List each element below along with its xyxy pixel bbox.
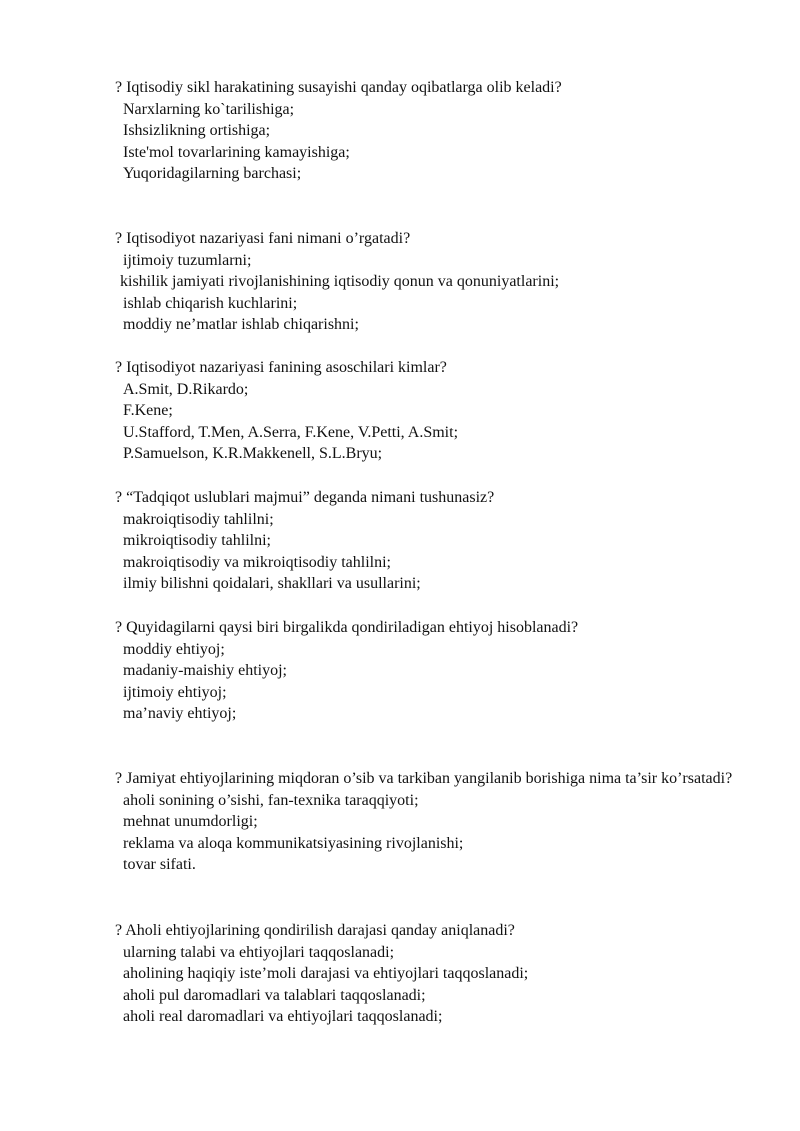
- answer-option: mikroiqtisodiy tahlilni;: [123, 532, 271, 550]
- question-text: ? “Tadqiqot uslublari majmui” deganda nimani tushunasiz?: [115, 489, 495, 506]
- answer-option: ijtimoiy tuzumlarni;: [123, 251, 252, 269]
- question-text: ? Iqtisodiyot nazariyasi fanining asoschilari kimlar?: [115, 359, 447, 376]
- answer-option: P.Samuelson, K.R.Makkenell, S.L.Bryu;: [123, 445, 383, 463]
- question-text: ? Aholi ehtiyojlarining qondirilish darajasi qanday aniqlanadi?: [115, 922, 515, 939]
- answer-option: tovar sifati.: [123, 856, 196, 874]
- question-text: ? Iqtisodiy sikl harakatining susayishi qanday oqibatlarga olib keladi?: [115, 79, 562, 96]
- answer-option: makroiqtisodiy va mikroiqtisodiy tahlilni;: [123, 553, 391, 571]
- answer-option: moddiy ehtiyoj;: [123, 640, 225, 658]
- answer-option: ilmiy bilishni qoidalari, shakllari va usullarini;: [123, 575, 421, 593]
- question-block: [115, 617, 760, 725]
- question-text: ? Iqtisodiyot nazariyasi fani nimani o’rgatadi?: [115, 230, 411, 247]
- answer-option: A.Smit, D.Rikardo;: [123, 380, 249, 398]
- answer-option: Iste'mol tovarlarining kamayishiga;: [123, 143, 350, 161]
- answer-option: ishlab chiqarish kuchlarini;: [123, 294, 298, 312]
- question-block: [115, 768, 755, 876]
- answer-option: aholi pul daromadlari va talablari taqqoslanadi;: [123, 986, 426, 1004]
- answer-option: Ishsizlikning ortishiga;: [123, 122, 271, 140]
- answer-option: Narxlarning ko`tarilishiga;: [123, 100, 295, 118]
- question-block: [115, 77, 760, 185]
- answer-option: U.Stafford, T.Men, A.Serra, F.Kene, V.Petti, A.Smit;: [123, 423, 459, 441]
- answer-option: ularning talabi va ehtiyojlari taqqoslanadi;: [123, 943, 395, 961]
- answer-option: aholi sonining o’sishi, fan-texnika taraqqiyoti;: [123, 791, 419, 809]
- answer-option: ma’naviy ehtiyoj;: [123, 705, 237, 723]
- question-text: ? Jamiyat ehtiyojlarining miqdoran o’sib va tarkiban yangilanib borishiga nima ta’sir ko’rsatadi?: [115, 770, 733, 787]
- answer-option: kishilik jamiyati rivojlanishining iqtisodiy qonun va qonuniyatlarini;: [120, 273, 560, 291]
- answer-option: aholining haqiqiy iste’moli darajasi va ehtiyojlari taqqoslanadi;: [123, 965, 529, 983]
- question-block: [115, 920, 760, 1028]
- question-text: ? Quyidagilarni qaysi biri birgalikda qondiriladigan ehtiyoj hisoblanadi?: [115, 619, 579, 636]
- answer-option: reklama va aloqa kommunikatsiyasining rivojlanishi;: [123, 834, 464, 852]
- question-block: [115, 228, 760, 336]
- answer-option: moddiy ne’matlar ishlab chiqarishni;: [123, 316, 359, 334]
- answer-option: makroiqtisodiy tahlilni;: [123, 510, 274, 528]
- answer-option: ijtimoiy ehtiyoj;: [123, 683, 227, 701]
- answer-option: madaniy-maishiy ehtiyoj;: [123, 662, 287, 680]
- answer-option: Yuqoridagilarning barchasi;: [123, 165, 302, 183]
- question-block: [115, 357, 760, 465]
- answer-option: mehnat unumdorligi;: [123, 813, 258, 831]
- answer-option: aholi real daromadlari va ehtiyojlari taqqoslanadi;: [123, 1008, 443, 1026]
- question-block: [115, 487, 760, 595]
- answer-option: F.Kene;: [123, 402, 173, 420]
